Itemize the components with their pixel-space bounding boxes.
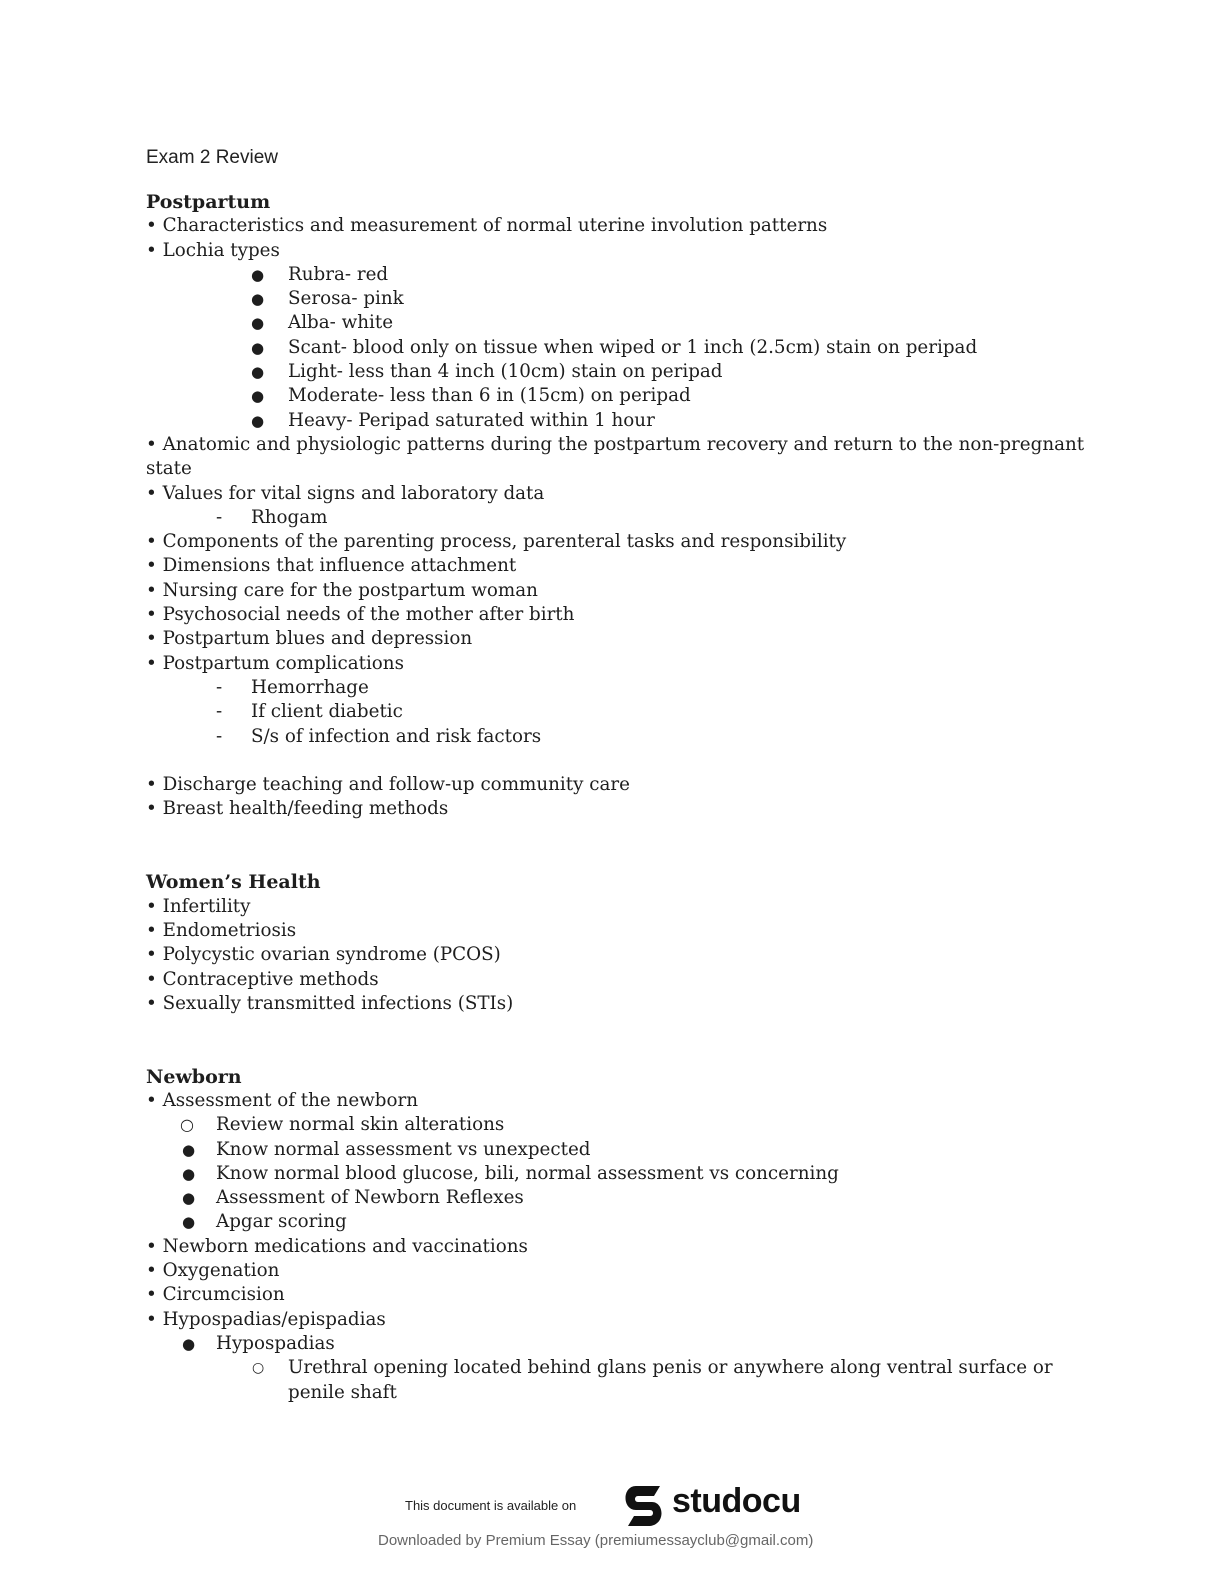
circle-bullet-icon: ○ bbox=[252, 1360, 265, 1377]
available-on-text: This document is available on bbox=[405, 1498, 577, 1513]
list-item: • Values for vital signs and laboratory data bbox=[146, 482, 545, 504]
bullet-icon: ● bbox=[251, 290, 265, 309]
lochia-item: ● Heavy- Peripad saturated within 1 hour bbox=[146, 409, 1086, 433]
complication-item: - Hemorrhage bbox=[146, 676, 1086, 700]
footer bbox=[0, 1480, 1224, 1584]
bullet-icon: ● bbox=[251, 411, 265, 430]
dash-icon: - bbox=[216, 725, 223, 747]
list-item: • Assessment of the newborn bbox=[146, 1089, 419, 1111]
list-item: • Dimensions that influence attachment bbox=[146, 555, 517, 577]
list-item: • Anatomic and physiologic patterns during the postpartum recovery and return to the non-pregnant state bbox=[146, 433, 1085, 480]
list-item: • Circumcision bbox=[146, 1284, 285, 1306]
bullet-icon: ● bbox=[182, 1140, 196, 1159]
list-item: • Sexually transmitted infections (STIs) bbox=[146, 992, 514, 1014]
list-item: • Characteristics and measurement of normal uterine involution patterns bbox=[146, 215, 828, 237]
lochia-item: ● Scant- blood only on tissue when wiped or 1 inch (2.5cm) stain on peripad bbox=[146, 336, 1086, 360]
assessment-item: ● Know normal blood glucose, bili, normal assessment vs concerning bbox=[146, 1162, 1086, 1186]
bullet-icon: ● bbox=[182, 1164, 196, 1183]
section-heading-womens-health: Women’s Health bbox=[146, 871, 321, 894]
document-title: Exam 2 Review bbox=[146, 147, 278, 168]
assessment-item: ● Apgar scoring bbox=[146, 1210, 1086, 1234]
complication-item: - If client diabetic bbox=[146, 700, 1086, 724]
section-heading-newborn: Newborn bbox=[146, 1065, 242, 1088]
lochia-item: ● Moderate- less than 6 in (15cm) on peripad bbox=[146, 384, 1086, 408]
bullet-icon: ● bbox=[251, 265, 265, 284]
complication-item: - S/s of infection and risk factors bbox=[146, 725, 1086, 749]
bullet-icon: ● bbox=[182, 1213, 196, 1232]
bullet-icon: ● bbox=[251, 338, 265, 357]
list-item: • Oxygenation bbox=[146, 1260, 280, 1282]
section-heading-postpartum: Postpartum bbox=[146, 191, 271, 213]
list-item: • Newborn medications and vaccinations bbox=[146, 1235, 528, 1257]
list-item: • Infertility bbox=[146, 895, 251, 917]
assessment-item: ● Know normal assessment vs unexpected bbox=[146, 1138, 1086, 1162]
bullet-icon: ● bbox=[251, 314, 265, 333]
list-item: • Lochia types bbox=[146, 239, 280, 261]
list-item: • Postpartum complications bbox=[146, 652, 404, 674]
list-item: • Breast health/feeding methods bbox=[146, 798, 449, 820]
dash-icon: - bbox=[216, 701, 223, 723]
list-item: • Nursing care for the postpartum woman bbox=[146, 579, 538, 601]
bullet-icon: ● bbox=[251, 387, 265, 406]
lochia-item: ● Light- less than 4 inch (10cm) stain on peripad bbox=[146, 360, 1086, 384]
lochia-item: ● Serosa- pink bbox=[146, 287, 1086, 311]
download-credit: Downloaded by Premium Essay (premiumessayclub@gmail.com) bbox=[378, 1532, 814, 1549]
dash-icon: - bbox=[216, 676, 223, 698]
list-item: • Components of the parenting process, parenteral tasks and responsibility bbox=[146, 531, 847, 553]
hypospadias-description: ○ Urethral opening located behind glans penis or anywhere along ventral surface or penile shaft bbox=[252, 1357, 1053, 1403]
list-item: • Postpartum blues and depression bbox=[146, 628, 473, 650]
lochia-item: ● Rubra- red bbox=[146, 263, 1086, 287]
list-item: • Discharge teaching and follow-up community care bbox=[146, 774, 630, 796]
bullet-icon: ● bbox=[182, 1334, 196, 1353]
dash-icon: - bbox=[216, 506, 223, 528]
list-item: • Hypospadias/epispadias bbox=[146, 1308, 386, 1330]
sub-item: - Rhogam bbox=[146, 506, 1086, 530]
studocu-brand[interactable]: studocu bbox=[672, 1482, 801, 1520]
assessment-item: ○ Review normal skin alterations bbox=[146, 1113, 1086, 1137]
list-item: • Psychosocial needs of the mother after birth bbox=[146, 604, 575, 626]
hypospadias-item: ● Hypospadias bbox=[146, 1332, 1086, 1356]
lochia-item: ● Alba- white bbox=[146, 311, 1086, 335]
studocu-logo-icon bbox=[620, 1482, 670, 1530]
circle-bullet-icon: ○ bbox=[180, 1115, 194, 1135]
bullet-icon: ● bbox=[251, 363, 265, 382]
list-item: • Polycystic ovarian syndrome (PCOS) bbox=[146, 944, 501, 966]
bullet-icon: ● bbox=[182, 1189, 196, 1208]
assessment-item: ● Assessment of Newborn Reflexes bbox=[146, 1186, 1086, 1210]
document-body bbox=[146, 190, 1086, 1405]
list-item: • Contraceptive methods bbox=[146, 968, 379, 990]
list-item: • Endometriosis bbox=[146, 919, 297, 941]
